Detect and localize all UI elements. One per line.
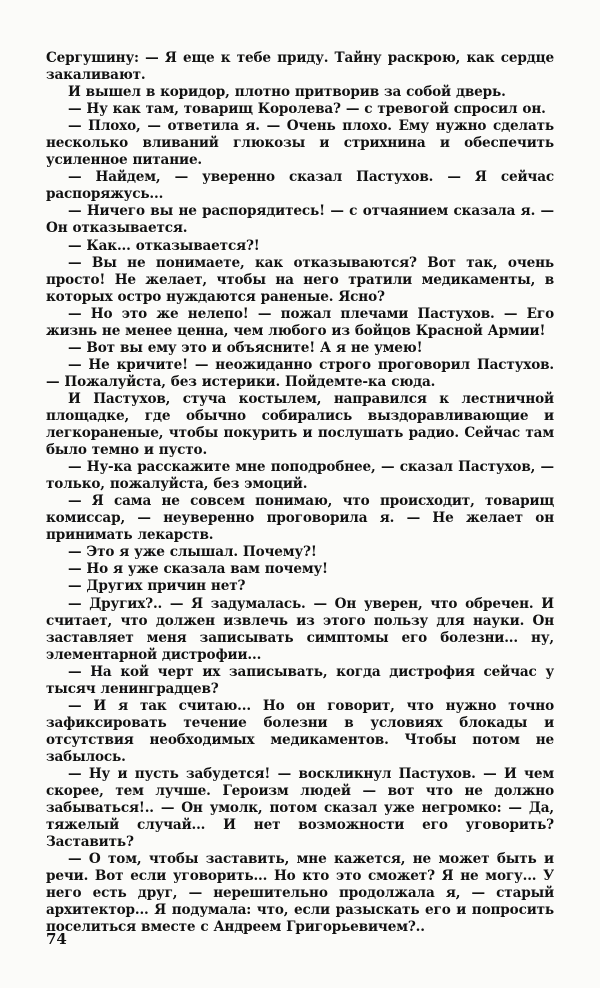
paragraph: — Вот вы ему это и объясните! А я не умею! — [68, 339, 423, 356]
paragraph: — Это я уже слышал. Почему?! — [68, 544, 317, 561]
paragraph: — Я сама не совсем понимаю, что происходит, товарищ комиссар, — неуверенно проговорила я. — Не желает он принимать лекарств. — [46, 493, 554, 544]
paragraph: — Как... отказывается?! — [68, 237, 260, 254]
paragraph: — Других?.. — Я задумалась. — Он уверен, что обречен. И считает, что должен извлечь из этого пользу для науки. Он заставляет меня записывать симптомы его болезни... ну, элементарной дистрофии... — [46, 595, 554, 663]
paragraph: — Но это же нелепо! — пожал плечами Пастухов. — Его жизнь не менее ценна, чем любого из бойцов Красной Армии! — [46, 305, 554, 339]
paragraph: — Ну как там, товарищ Королева? — с тревогой спросил он. — [68, 101, 546, 118]
paragraph: — И я так считаю... Но он говорит, что нужно точно зафиксировать течение болезни в условиях блокады и отсутствия необходимых медикаментов. Чтобы потом не забылось. — [46, 697, 554, 765]
page-number: 74 — [46, 930, 67, 948]
paragraph: — Ну-ка расскажите мне поподробнее, — сказал Пастухов, — только, пожалуйста, без эмоций. — [46, 459, 554, 493]
paragraph: — Ничего вы не распорядитесь! — с отчаянием сказала я. — Он отказывается. — [46, 203, 554, 237]
paragraph: — На кой черт их записывать, когда дистрофия сейчас у тысяч ленинградцев? — [46, 663, 554, 697]
paragraph: — Других причин нет? — [68, 578, 246, 595]
paragraph: — Вы не понимаете, как отказываются? Вот так, очень просто! Не желает, чтобы на него тратили медикаменты, в которых остро нуждаются раненые. Ясно? — [46, 254, 554, 305]
paragraph: Сергушину: — Я еще к тебе приду. Тайну раскрою, как сердце закаливают. — [46, 50, 554, 84]
paragraph: — Но я уже сказала вам почему! — [68, 561, 328, 578]
paragraph: — Плохо, — ответила я. — Очень плохо. Ему нужно сделать несколько вливаний глюкозы и стрихнина и обеспечить усиленное питание. — [46, 118, 554, 169]
paragraph: И Пастухов, стуча костылем, направился к лестничной площадке, где обычно собирались выздоравливающие и легкораненые, чтобы покурить и послушать радио. Сейчас там было темно и пусто. — [46, 390, 554, 459]
paragraph: — Не кричите! — неожиданно строго проговорил Пастухов. — Пожалуйста, без истерики. Пойдемте-ка сюда. — [46, 356, 554, 390]
paragraph: — Найдем, — уверенно сказал Пастухов. — Я сейчас распоряжусь... — [46, 169, 554, 203]
paragraph: — О том, чтобы заставить, мне кажется, не может быть и речи. Вот если уговорить... Но кто это сможет? Я не могу... У него есть друг, — нерешительно продолжала я, — старый архитектор... Я подумала: что, если разыскать его и попросить поселиться вместе с Андреем Григорьевичем?.. — [46, 851, 554, 936]
paragraph: И вышел в коридор, плотно притворив за собой дверь. — [68, 84, 506, 101]
paragraph: — Ну и пусть забудется! — воскликнул Пастухов. — И чем скорее, тем лучше. Героизм людей — вот что не должно забываться!.. — Он умолк, потом сказал уже негромко: — Да, тяжелый случай... И нет возможности его уговорить? Заставить? — [46, 765, 554, 851]
page-text — [46, 50, 554, 936]
